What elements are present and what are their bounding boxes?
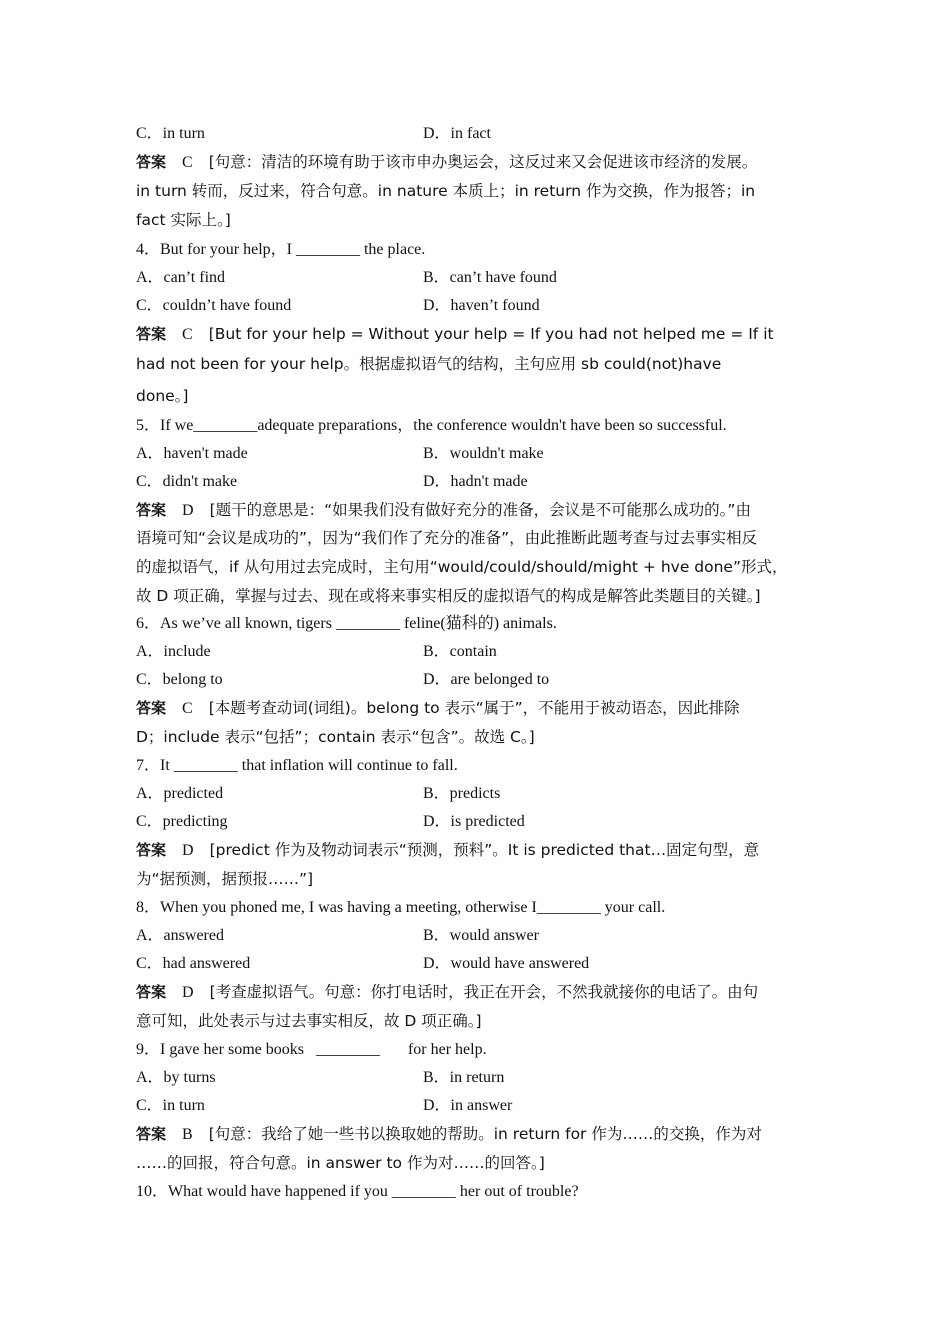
q5-answer-line-4: 故 D 项正确，掌握与过去、现在或将来事实相反的虚拟语气的构成是解答此类题目的关键。] bbox=[136, 587, 761, 605]
q6-option-b: B．contain bbox=[423, 643, 497, 660]
q8-stem: 8．When you phoned me, I was having a meeting, otherwise I________ your call. bbox=[136, 899, 666, 916]
q9-answer-letter: B bbox=[182, 1126, 193, 1143]
q6-answer-line-1 bbox=[136, 698, 816, 719]
q8-answer-line-2: 意可知，此处表示与过去事实相反，故 D 项正确。] bbox=[136, 1012, 482, 1030]
q8-option-c: C．had answered bbox=[136, 955, 251, 972]
q4-option-b: B．can’t have found bbox=[423, 269, 557, 286]
q3-answer-letter: C bbox=[182, 154, 193, 171]
q5-answer-line-1 bbox=[136, 500, 816, 521]
q8-explanation: [考查虚拟语气。句意：你打电话时，我正在开会，不然我就接你的电话了。由句 bbox=[209, 983, 759, 1001]
q5-answer-line-3: 的虚拟语气，if 从句用过去完成时，主句用“would/could/should/might + hve done”形式， bbox=[136, 558, 788, 576]
q9-stem: 9．I gave her some books ________ for her help. bbox=[136, 1041, 487, 1058]
q5-option-d: D．hadn't made bbox=[423, 473, 528, 490]
q8-option-a: A．answered bbox=[136, 927, 224, 944]
q9-option-c: C．in turn bbox=[136, 1097, 205, 1114]
answer-label: 答案 bbox=[136, 501, 167, 519]
q4-option-a: A．can’t find bbox=[136, 269, 226, 286]
q4-answer-line-1 bbox=[136, 324, 816, 345]
q3-answer-line-3: fact 实际上。] bbox=[136, 211, 231, 229]
answer-label: 答案 bbox=[136, 983, 167, 1001]
q5-explanation: [题干的意思是：“如果我们没有做好充分的准备，会议是不可能那么成功的。”由 bbox=[209, 501, 751, 519]
q9-option-d: D．in answer bbox=[423, 1097, 513, 1114]
q3-explanation: [句意：清洁的环境有助于该市申办奥运会，这反过来又会促进该市经济的发展。 bbox=[208, 153, 758, 171]
q7-option-d: D．is predicted bbox=[423, 813, 525, 830]
q9-answer-line-2: ……的回报，符合句意。in answer to 作为对……的回答。] bbox=[136, 1154, 545, 1172]
q5-stem: 5．If we________adequate preparations，the conference wouldn't have been so successful. bbox=[136, 417, 727, 434]
q4-option-c: C．couldn’t have found bbox=[136, 297, 292, 314]
q10-stem: 10．What would have happened if you ________ her out of trouble? bbox=[136, 1183, 579, 1200]
q7-answer-line-1 bbox=[136, 840, 816, 861]
q7-option-c: C．predicting bbox=[136, 813, 228, 830]
q4-explanation: [But for your help = Without your help = If you had not helped me = If it bbox=[208, 325, 774, 343]
q9-option-b: B．in return bbox=[423, 1069, 505, 1086]
q7-explanation: [predict 作为及物动词表示“预测，预料”。It is predicted that…固定句型，意 bbox=[209, 841, 760, 859]
answer-label: 答案 bbox=[136, 841, 167, 859]
q6-option-c: C．belong to bbox=[136, 671, 223, 688]
answer-label: 答案 bbox=[136, 325, 167, 343]
q6-explanation: [本题考查动词(词组)。belong to 表示“属于”，不能用于被动语态，因此排除 bbox=[208, 699, 740, 717]
q7-option-a: A．predicted bbox=[136, 785, 224, 802]
answer-label: 答案 bbox=[136, 699, 167, 717]
q4-answer-line-2: had not been for your help。根据虚拟语气的结构，主句应用 sb could(not)have bbox=[136, 355, 722, 373]
q4-answer-line-3: done。] bbox=[136, 387, 189, 405]
answer-label: 答案 bbox=[136, 1125, 167, 1143]
answer-label: 答案 bbox=[136, 153, 167, 171]
q3-answer-line-2: in turn 转而，反过来，符合句意。in nature 本质上；in return 作为交换，作为报答；in bbox=[136, 182, 756, 200]
q6-answer-letter: C bbox=[182, 700, 193, 717]
q7-stem: 7．It ________ that inflation will continue to fall. bbox=[136, 757, 458, 774]
q6-stem: 6．As we’ve all known, tigers ________ feline(猫科的) animals. bbox=[136, 615, 557, 632]
q9-explanation: [句意：我给了她一些书以换取她的帮助。in return for 作为……的交换，作为对 bbox=[208, 1125, 762, 1143]
q9-answer-line-1 bbox=[136, 1124, 816, 1145]
q7-option-b: B．predicts bbox=[423, 785, 501, 802]
q5-answer-line-2: 语境可知“会议是成功的”，因为“我们作了充分的准备”，由此推断此题考查与过去事实相反 bbox=[136, 529, 758, 547]
q9-option-a: A．by turns bbox=[136, 1069, 216, 1086]
q3-option-c: C．in turn bbox=[136, 125, 205, 142]
q8-answer-letter: D bbox=[182, 984, 194, 1001]
q5-answer-letter: D bbox=[182, 502, 194, 519]
q8-option-b: B．would answer bbox=[423, 927, 539, 944]
q4-option-d: D．haven’t found bbox=[423, 297, 540, 314]
q6-answer-line-2: D；include 表示“包括”；contain 表示“包含”。故选 C。] bbox=[136, 728, 535, 746]
q3-option-d: D．in fact bbox=[423, 125, 491, 142]
q5-option-c: C．didn't make bbox=[136, 473, 238, 490]
q7-answer-letter: D bbox=[182, 842, 194, 859]
q4-answer-letter: C bbox=[182, 326, 193, 343]
q4-stem: 4．But for your help，I ________ the place. bbox=[136, 241, 426, 258]
q5-option-a: A．haven't made bbox=[136, 445, 248, 462]
q6-option-a: A．include bbox=[136, 643, 211, 660]
q8-option-d: D．would have answered bbox=[423, 955, 590, 972]
q5-option-b: B．wouldn't make bbox=[423, 445, 544, 462]
q7-answer-line-2: 为“据预测，据预报……”] bbox=[136, 870, 314, 888]
q6-option-d: D．are belonged to bbox=[423, 671, 550, 688]
q3-answer-line-1 bbox=[136, 152, 816, 173]
q8-answer-line-1 bbox=[136, 982, 816, 1003]
